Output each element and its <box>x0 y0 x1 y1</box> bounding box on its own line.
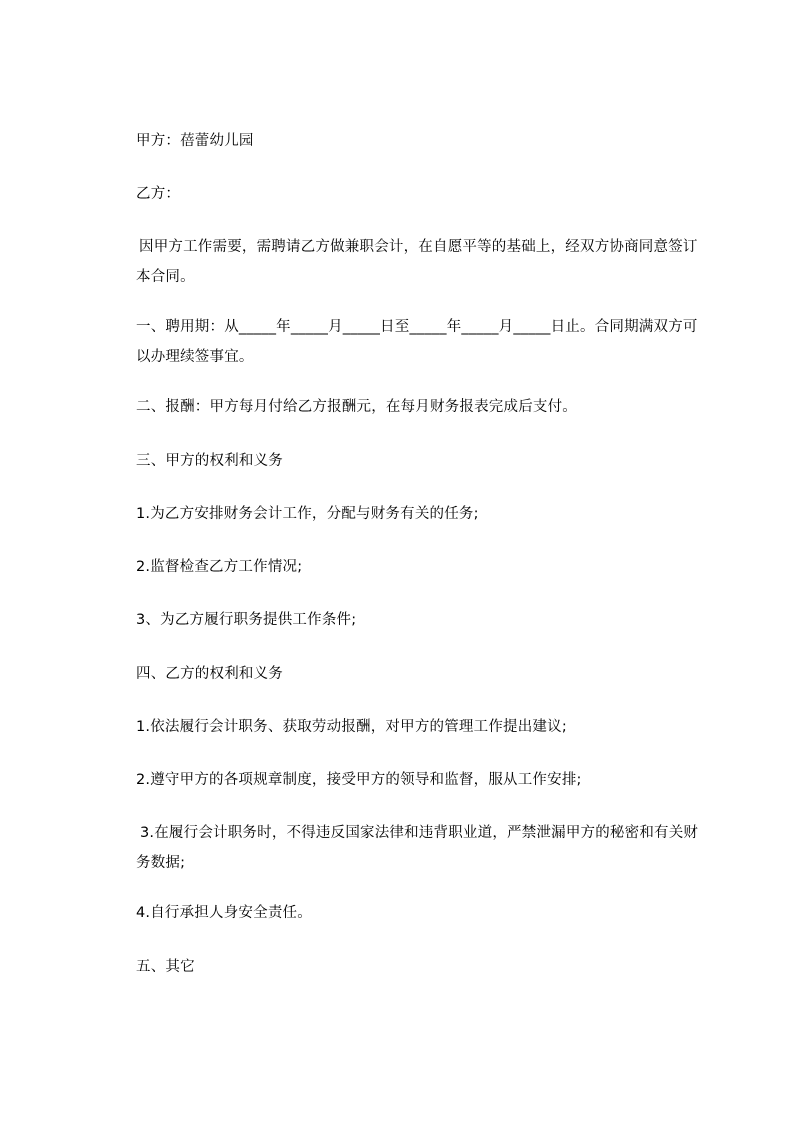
section-3-item-2: 2.监督检查乙方工作情况; <box>136 559 303 575</box>
section-4-item-2: 2.遵守甲方的各项规章制度，接受甲方的领导和监督，服从工作安排; <box>136 772 582 788</box>
party-a-line: 甲方：蓓蕾幼儿园 <box>136 133 254 149</box>
section-4-item-3: 3.在履行会计职务时，不得违反国家法律和违背职业道，严禁泄漏甲方的秘密和有关财务数据; <box>136 825 699 871</box>
section-2-remuneration: 二、报酬：甲方每月付给乙方报酬元，在每月财务报表完成后支付。 <box>136 399 577 415</box>
section-4-item-1: 1.依法履行会计职务、获取劳动报酬，对甲方的管理工作提出建议; <box>136 719 567 735</box>
section-3-item-1: 1.为乙方安排财务会计工作，分配与财务有关的任务; <box>136 506 479 522</box>
section-3-item-3: 3、为乙方履行职务提供工作条件; <box>136 612 357 628</box>
intro-paragraph: 因甲方工作需要，需聘请乙方做兼职会计，在自愿平等的基础上，经双方协商同意签订本合同。 <box>136 239 698 285</box>
section-3-title: 三、甲方的权利和义务 <box>136 453 283 469</box>
section-5-title: 五、其它 <box>136 959 195 975</box>
section-4-title: 四、乙方的权利和义务 <box>136 666 283 682</box>
section-4-item-4: 4.自行承担人身安全责任。 <box>136 905 312 921</box>
section-1-employment-period: 一、聘用期：从_____年_____月_____日至_____年_____月_____日止。合同期满双方可以办理续签事宜。 <box>136 319 698 365</box>
party-b-line: 乙方： <box>136 186 181 202</box>
